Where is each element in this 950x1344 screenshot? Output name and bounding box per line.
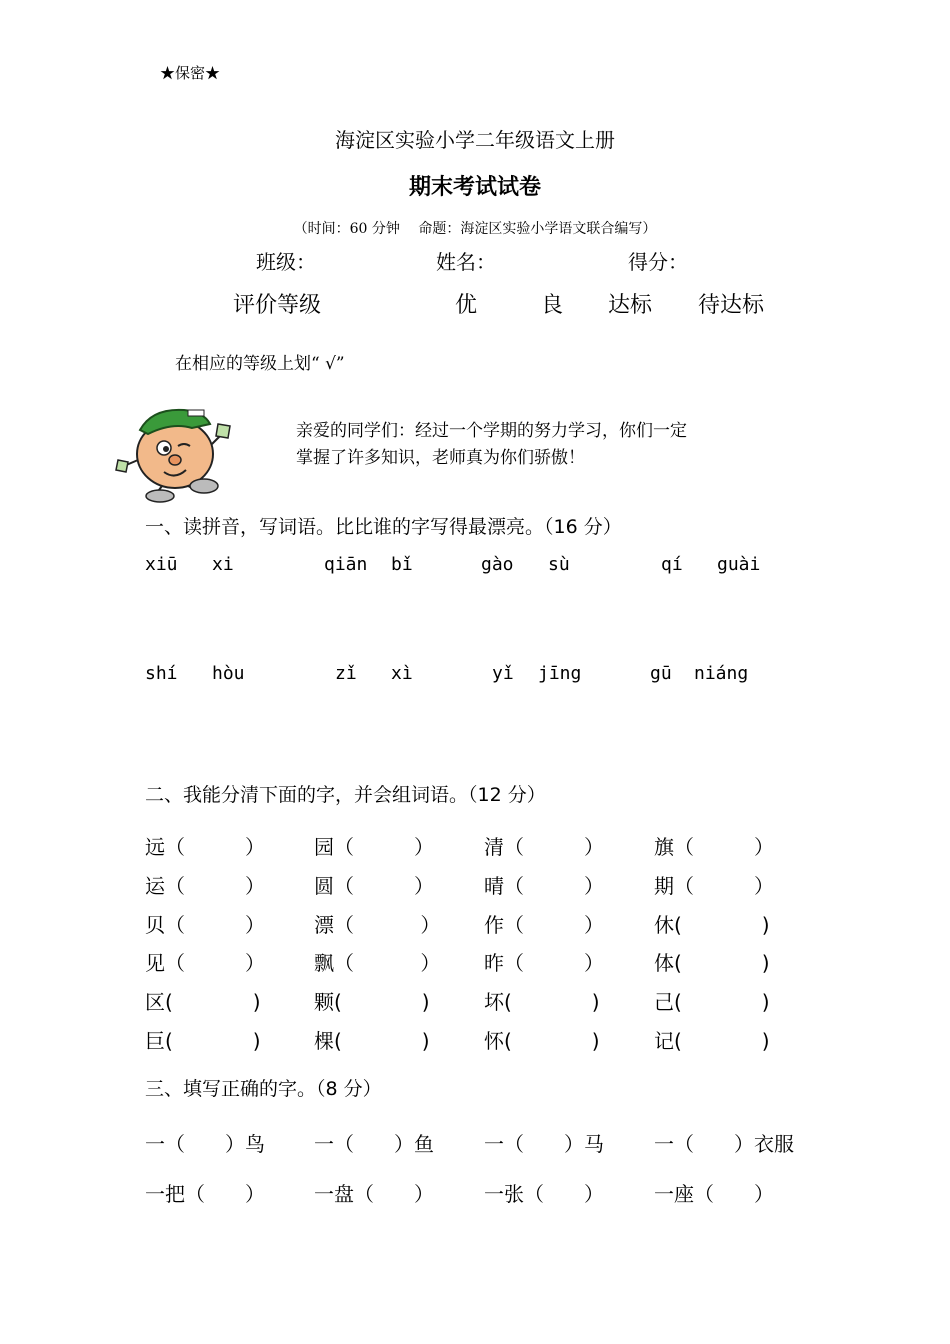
word-item: 己( ) [654, 990, 770, 1014]
word-item: 颗( ) [314, 990, 430, 1014]
word-item: 期（ ） [654, 874, 774, 898]
measure-word-item: 一座（ ） [654, 1182, 774, 1206]
section2-title: 二、我能分清下面的字，并会组词语。（12 分） [145, 784, 546, 806]
word-item: 区( ) [145, 990, 261, 1014]
measure-word-item: 一（ ）马 [484, 1132, 604, 1156]
pinyin-hou: hòu [212, 663, 245, 684]
pinyin-qi: qí [661, 554, 683, 575]
word-item: 飘（ ） [314, 951, 441, 975]
measure-word-item: 一盘（ ） [314, 1182, 434, 1206]
pinyin-guai: guài [717, 554, 761, 575]
section3-title: 三、填写正确的字。（8 分） [145, 1078, 382, 1100]
pinyin-qian: qiān [324, 554, 368, 575]
intro-message: 亲爱的同学们：经过一个学期的努力学习，你们一定掌握了许多知识，老师真为你们骄傲！ [296, 421, 687, 468]
class-label: 班级： [256, 250, 316, 274]
word-item: 休( ) [654, 913, 770, 937]
pinyin-yi: yǐ [492, 663, 514, 684]
pinyin-xiu: xiū [145, 554, 178, 575]
pinyin-bi: bǐ [391, 554, 413, 575]
word-item: 棵( ) [314, 1029, 430, 1053]
measure-word-item: 一张（ ） [484, 1182, 604, 1206]
word-item: 坏( ) [484, 990, 600, 1014]
grade-level-needs-work: 待达标 [698, 293, 765, 318]
pinyin-gao: gào [481, 554, 514, 575]
word-item: 作（ ） [484, 913, 604, 937]
name-label: 姓名： [436, 250, 496, 274]
word-item: 漂（ ） [314, 913, 441, 937]
word-item: 见（ ） [145, 951, 265, 975]
word-item: 圆（ ） [314, 874, 434, 898]
measure-word-item: 一（ ）衣服 [654, 1132, 794, 1156]
pinyin-xi: xi [212, 554, 234, 575]
score-label: 得分： [628, 250, 688, 274]
exam-subtitle: （时间：60 分钟 命题：海淀区实验小学语文联合编写） [293, 221, 657, 237]
grading-instruction: 在相应的等级上划“ √” [175, 354, 345, 374]
word-item: 运（ ） [145, 874, 265, 898]
measure-word-item: 一把（ ） [145, 1182, 265, 1206]
word-item: 记( ) [654, 1029, 770, 1053]
word-item: 体( ) [654, 951, 770, 975]
exam-title-line1: 海淀区实验小学二年级语文上册 [335, 128, 615, 152]
pinyin-su: sù [548, 554, 570, 575]
measure-word-item: 一（ ）鸟 [145, 1132, 265, 1156]
word-item: 晴（ ） [484, 874, 604, 898]
pinyin-shi: shí [145, 663, 178, 684]
word-item: 远（ ） [145, 835, 265, 859]
cartoon-mascot-icon [112, 402, 237, 507]
word-item: 贝（ ） [145, 913, 265, 937]
word-item: 清（ ） [484, 835, 604, 859]
word-item: 巨( ) [145, 1029, 261, 1053]
pinyin-jing: jīng [538, 663, 582, 684]
secret-mark: ★保密★ [160, 64, 221, 82]
pinyin-xi-2: xì [391, 663, 413, 684]
word-item: 旗（ ） [654, 835, 774, 859]
pinyin-niang: niáng [694, 663, 749, 684]
grading-label: 评价等级 [233, 293, 322, 318]
pinyin-zi: zǐ [335, 663, 357, 684]
grade-level-pass: 达标 [608, 293, 653, 318]
grade-level-good: 良 [541, 293, 564, 318]
section1-title: 一、读拼音，写词语。比比谁的字写得最漂亮。（16 分） [145, 516, 622, 538]
word-item: 昨（ ） [484, 951, 604, 975]
pinyin-gu: gū [650, 663, 672, 684]
measure-word-item: 一（ ）鱼 [314, 1132, 434, 1156]
grade-level-excellent: 优 [455, 293, 478, 318]
exam-title-line2: 期末考试试卷 [408, 175, 541, 200]
word-item: 怀( ) [484, 1029, 600, 1053]
word-item: 园（ ） [314, 835, 434, 859]
